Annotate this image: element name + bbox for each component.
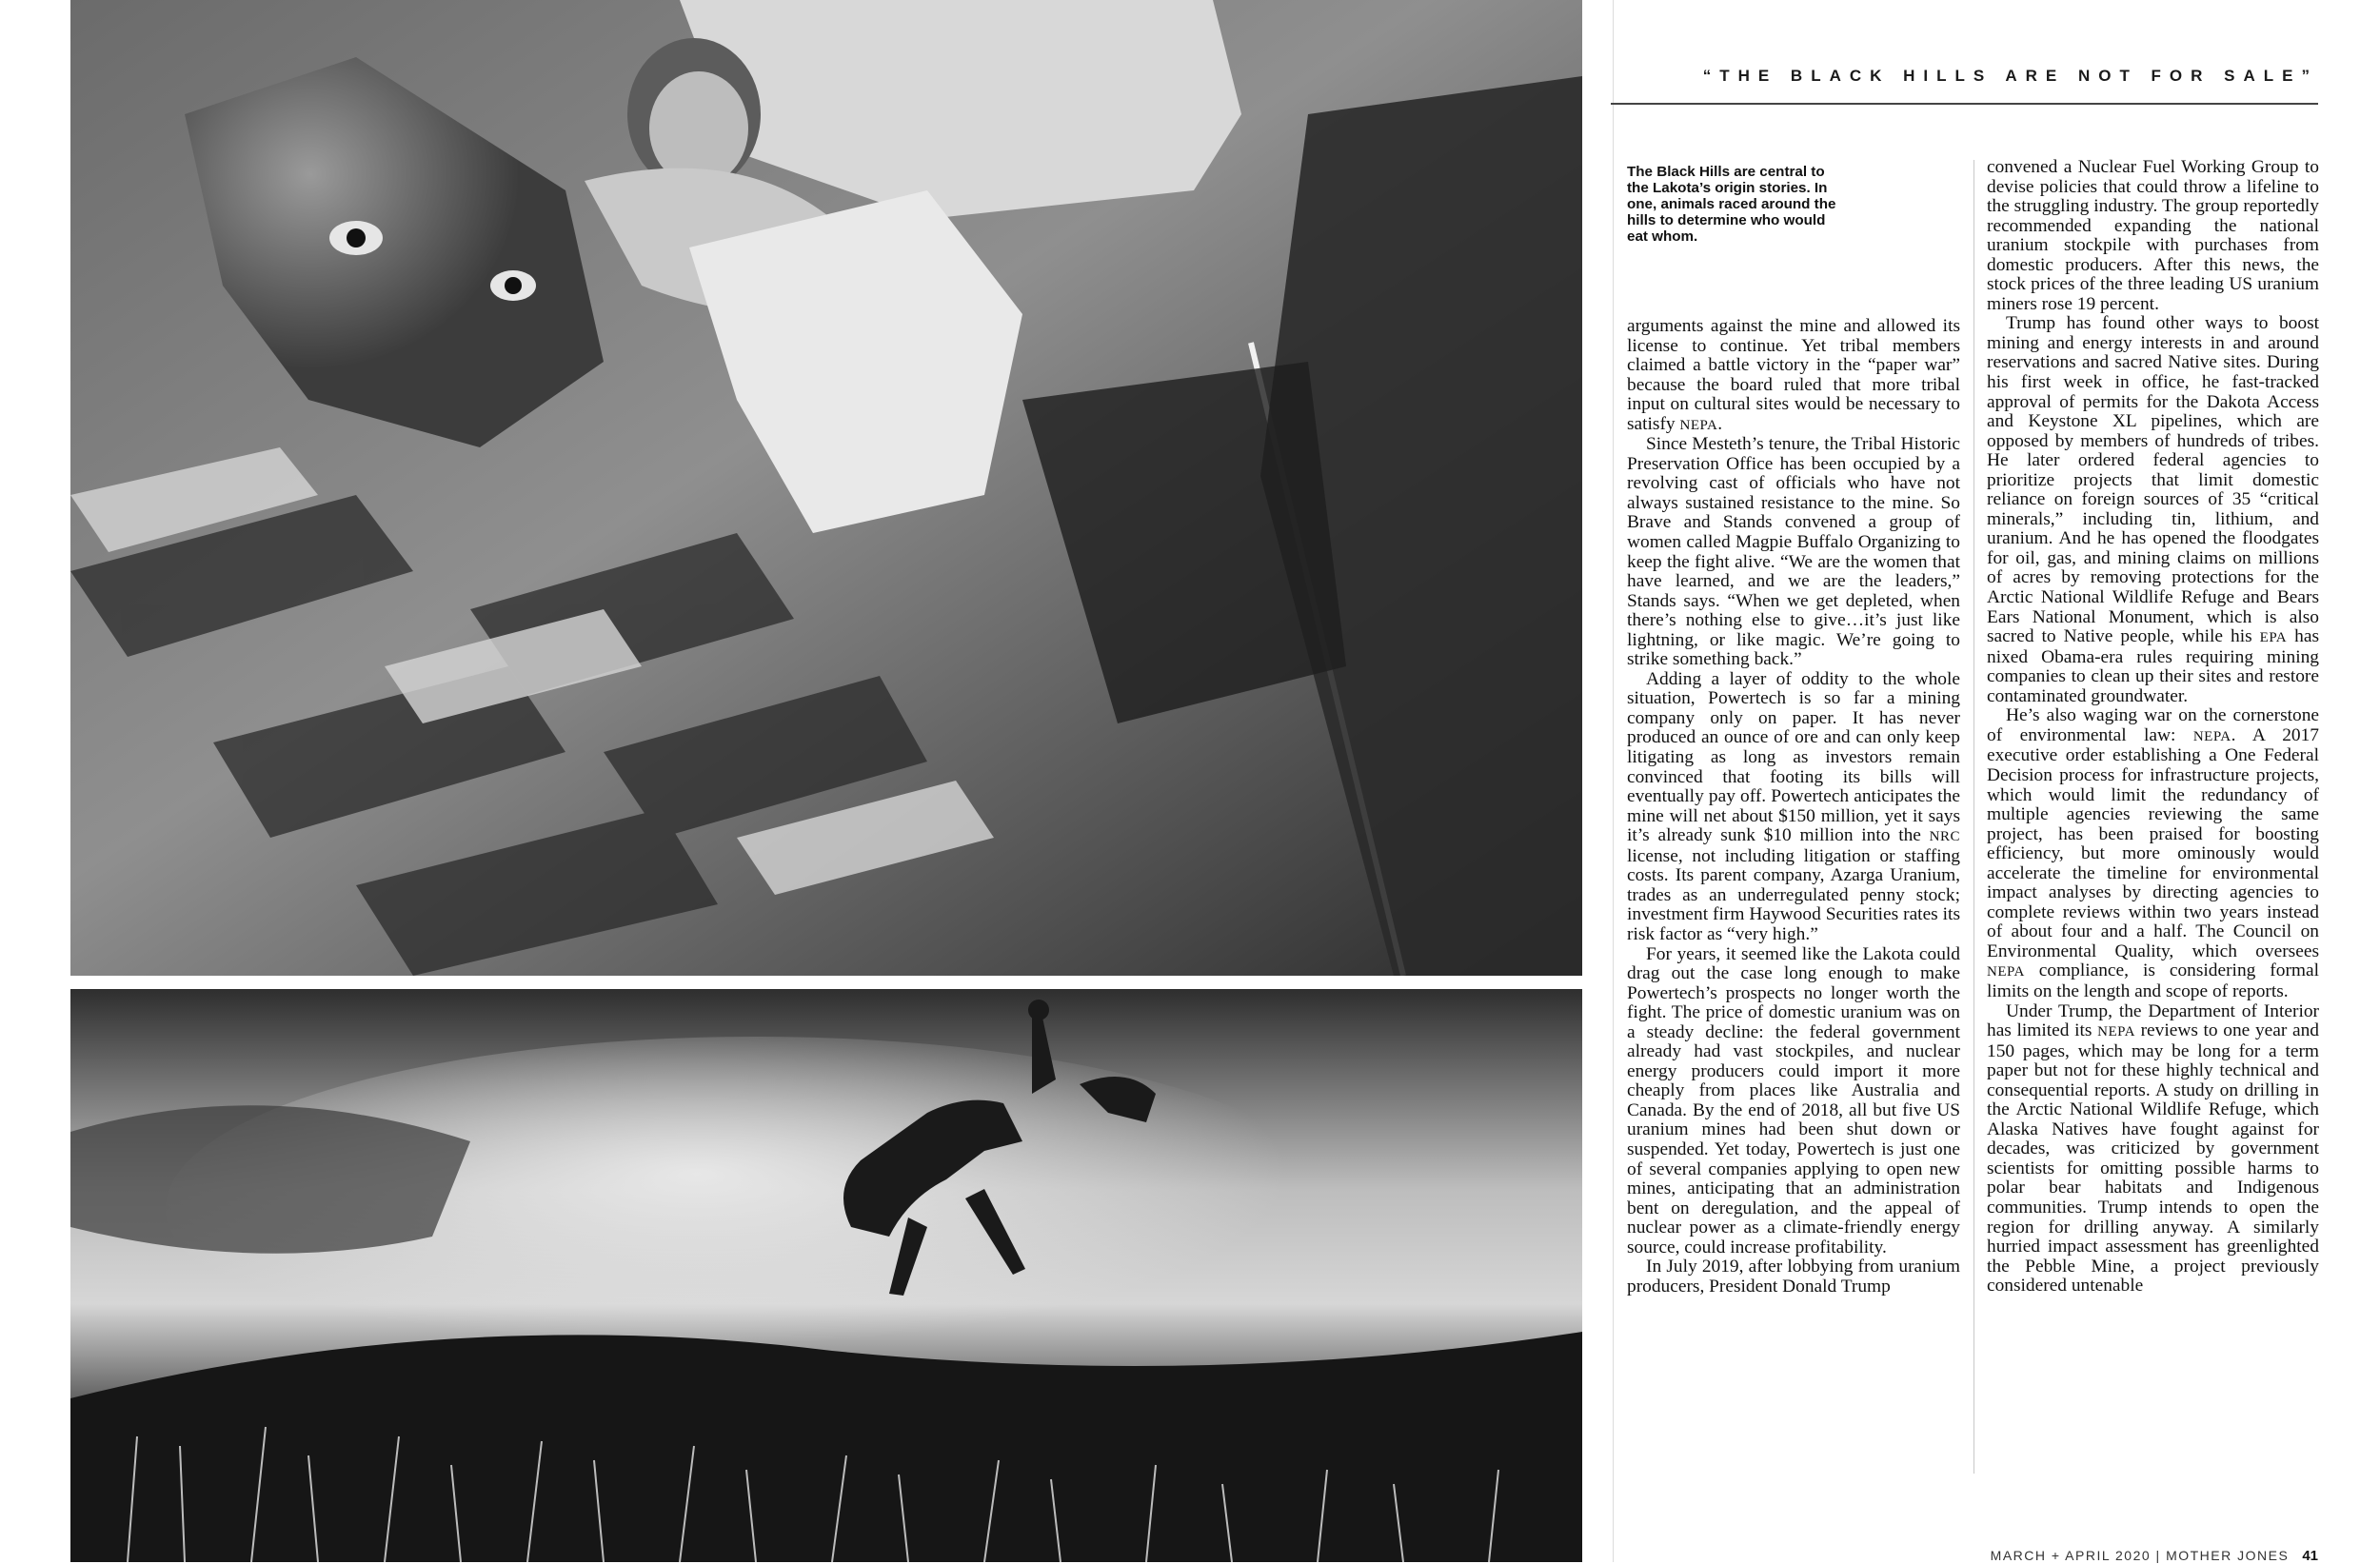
paragraph: convened a Nuclear Fuel Working Group to devise policies that could throw a lifeline to the struggling industry. The group reportedly recommended expanding the national uranium stockpile with purchases from domestic producers. After this news, the stock prices of the three leading US uranium miners rose 19 percent. xyxy=(1987,157,2319,314)
running-head-rule xyxy=(1611,103,2318,105)
page-footer xyxy=(1714,1548,2318,1564)
photo-horse-rider-illustration xyxy=(70,989,1582,1562)
article-column-left xyxy=(1627,317,1960,1297)
page-number: 41 xyxy=(2302,1548,2318,1564)
issue-label: MARCH + APRIL 2020 | MOTHER JONES xyxy=(1990,1548,2290,1563)
paragraph: He’s also waging war on the cornerstone of environmental law: NEPA. A 2017 executive order establishing a One Federal Decision process for infrastructure projects, which would limit the redundancy of multiple agencies reviewing the same project, has been praised for boosting efficiency, but more ominously would accelerate the timeline for environmental impact analyses by directing agencies to complete reviews within two years instead of about four and a half. The Council on Environmental Quality, which oversees NEPA compliance, is considering formal limits on the length and scope of reports. xyxy=(1987,705,2320,1001)
photo-caption: The Black Hills are central to the Lakota’s origin stories. In one, animals raced around the hills to determine who would eat whom. xyxy=(1627,164,1836,245)
photo-horse-rider xyxy=(70,989,1582,1562)
gutter-divider xyxy=(1613,0,1614,1562)
paragraph: For years, it seemed like the Lakota could drag out the case long enough to make Powertech’s prospects no longer worth the fight. The price of domestic uranium was on a steady decline: the federal government already had vast stockpiles, and nuclear energy producers could import it more cheaply from places like Australia and Canada. By the end of 2018, all but five US uranium mines had been shut down or suspended. Yet today, Powertech is just one of several companies applying to open new mines, anticipating that an administration bent on deregulation, and the appeal of nuclear power as a climate-friendly energy source, could increase profitability. xyxy=(1627,943,1960,1257)
paragraph: Trump has found other ways to boost mining and energy interests in and around reservations and sacred Native sites. During his first week in office, he fast-tracked approval of permits for the Dakota Access and Keystone XL pipelines, which are opposed by members of hundreds of tribes. He later ordered federal agencies to prioritize projects that limit domestic reliance on foreign sources of 35 “critical minerals,” including tin, lithium, and uranium. And he has opened the floodgates for oil, gas, and mining claims on millions of acres by removing protections for the Arctic National Wildlife Refuge and Bears Ears National Monument, which is also sacred to Native people, while his EPA has nixed Obama-era rules requiring mining companies to clean up their sites and restore contaminated groundwater. xyxy=(1987,313,2319,706)
paragraph: In July 2019, after lobbying from uranium producers, President Donald Trump xyxy=(1627,1257,1960,1297)
paragraph: arguments against the mine and allowed its license to continue. Yet tribal members claimed a battle victory in the “paper war” because the board ruled that more tribal input on cultural sites would be necessary to satisfy NEPA. xyxy=(1627,316,1960,434)
running-head: “THE BLACK HILLS ARE NOT FOR SALE” xyxy=(1702,67,2318,85)
paragraph: Since Mesteth’s tenure, the Tribal Historic Preservation Office has been occupied by a revolving cast of officials who have not always sustained resistance to the mine. So Brave and Stands convened a group of women called Magpie Buffalo Organizing to keep the fight alive. “We are the women that have learned, and we are the leaders,” Stands says. “When we get depleted, when there’s nothing else to give…it’s just like lightning, or like magic. We’re going to strike something back.” xyxy=(1627,434,1960,670)
column-divider xyxy=(1973,160,1974,1474)
paragraph: Under Trump, the Department of Interior has limited its NEPA reviews to one year and 150 pages, which may be long for a term paper but not for these highly technical and consequential reports. A study on drilling in the Arctic National Wildlife Refuge, which Alaska Natives have fought against for decades, was criticized by government scientists for omitting possible harms to polar bear habitats and Indigenous communities. Trump intends to open the region for drilling anyway. A similarly hurried impact assessment has greenlighted the Pebble Mine, a project previously considered untenable xyxy=(1987,1000,2319,1297)
article-column-right xyxy=(1987,158,2319,1297)
photo-sleeping-child-illustration xyxy=(70,0,1582,976)
paragraph: Adding a layer of oddity to the whole situation, Powertech is so far a mining company only on paper. It has never produced an ounce of ore and can only keep litigating as long as investors remain convinced that footing its bills will eventually pay off. Powertech anticipates the mine will net about $150 million, yet it says it’s already sunk $10 million into the NRC license, not including litigation or staffing costs. Its parent company, Azarga Uranium, trades as an underregulated penny stock; investment firm Haywood Securities rates its risk factor as “very high.” xyxy=(1627,668,1960,944)
photo-sleeping-child xyxy=(70,0,1582,976)
